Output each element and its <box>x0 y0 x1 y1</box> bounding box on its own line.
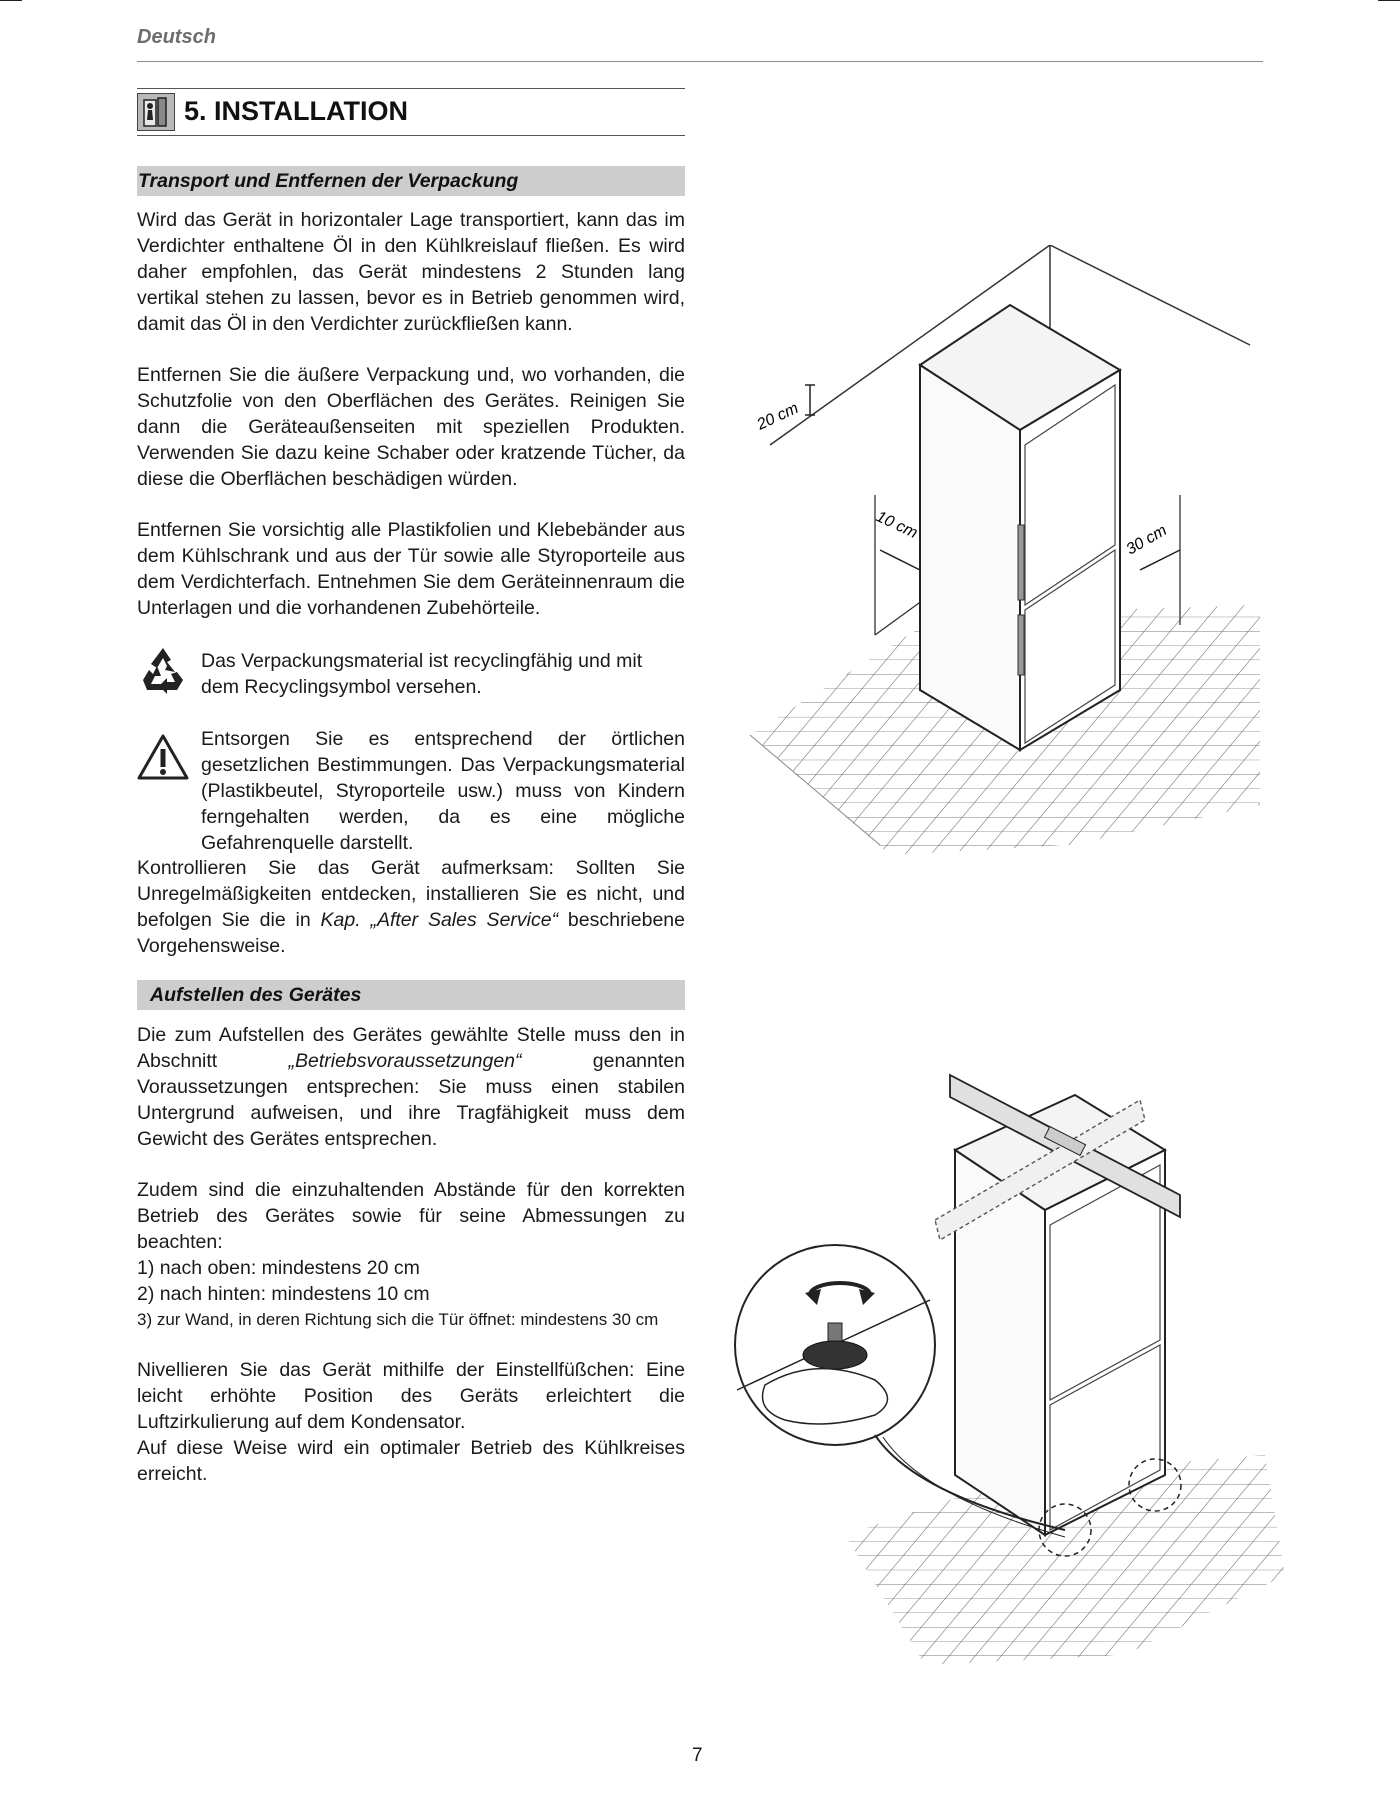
paragraph <box>137 1177 685 1333</box>
paragraph-text: Auf diese Weise wird ein optimaler Betrieb des Kühlkreises erreicht. <box>137 1437 685 1485</box>
note-text: Das Verpackungsmaterial ist recyclingfähig und mit dem Recyclingsymbol versehen. <box>201 650 643 698</box>
paragraph <box>137 517 685 621</box>
installation-icon <box>137 93 175 131</box>
crop-mark <box>0 0 22 1</box>
chapter-reference: Kap. „After Sales Service“ <box>320 909 559 931</box>
paragraph-text <box>137 1022 685 1152</box>
recycle-icon <box>137 644 189 696</box>
paragraph <box>137 362 685 492</box>
dim-top-label: 20 cm <box>754 399 802 434</box>
language-label: Deutsch <box>137 26 216 48</box>
paragraph-text: Wird das Gerät in horizontaler Lage transportiert, kann das im Verdichter enthaltene Öl in den Kühlkreislauf fließen. Es wird daher empfohlen, das Gerät mindestens 2 Stunden lang vertikal stehen zu lassen, bevor es in Betrieb genommen wird, damit das Öl in den Verdichter zurückfließen kann. <box>137 209 685 335</box>
recycle-note <box>201 648 685 700</box>
list-item: 1) nach oben: mindestens 20 cm <box>137 1257 420 1279</box>
warning-icon <box>137 732 189 784</box>
paragraph <box>137 1022 685 1152</box>
text-span: Die zum Aufstellen des Gerätes gewählte Stelle muss den in Abschnitt <box>137 1024 685 1072</box>
paragraph <box>137 855 685 959</box>
page-number: 7 <box>692 1745 703 1766</box>
paragraph-text: Entfernen Sie die äußere Verpackung und, wo vorhanden, die Schutzfolie von den Oberflächen des Gerätes. Reinigen Sie dann die Geräteaußenseiten mit speziellen Produkten. Verwenden Sie dazu keine Schaber oder kratzende Tücher, da diese die Oberflächen beschädigen würden. <box>137 364 685 490</box>
section-reference: „Betriebsvoraussetzungen“ <box>288 1050 522 1072</box>
chapter-title: 5. INSTALLATION <box>184 96 408 126</box>
dim-back-label: 10 cm <box>873 508 920 543</box>
paragraph-text <box>137 855 685 959</box>
note-text: Entsorgen Sie es entsprechend der örtlichen gesetzlichen Bestimmungen. Das Verpackungsmaterial (Plastikbeutel, Styroporteile usw.) muss von Kindern ferngehalten werden, da es eine mögliche Gefahrenquelle darstellt. <box>201 728 685 854</box>
paragraph-text: Nivellieren Sie das Gerät mithilfe der Einstellfüßchen: Eine leicht erhöhte Position des Geräts erleichtert die Luftzirkulierung auf dem Kondensator. <box>137 1359 685 1433</box>
list-item: 3) zur Wand, in deren Richtung sich die Tür öffnet: mindestens 30 cm <box>137 1310 659 1329</box>
paragraph-text: Entfernen Sie vorsichtig alle Plastikfolien und Klebebänder aus dem Kühlschrank und aus der Tür sowie alle Styroporteile aus dem Verdichterfach. Entnehmen Sie dem Geräteinnenraum die Unterlagen und die vorhandenen Zubehörteile. <box>137 519 685 619</box>
dim-side-label: 30 cm <box>1123 521 1170 559</box>
section-heading-text: Transport und Entfernen der Verpackung <box>137 166 685 196</box>
text-span: Kontrollieren Sie das Gerät aufmerksam: Sollten Sie Unregelmäßigkeiten entdecken, installieren Sie es nicht, und befolgen Sie die in <box>137 857 685 931</box>
chapter-heading <box>137 88 685 136</box>
crop-mark <box>1378 0 1400 1</box>
paragraph <box>137 1357 685 1487</box>
section-heading <box>137 980 685 1010</box>
section-heading-text: Aufstellen des Gerätes <box>137 980 685 1010</box>
warning-note <box>201 726 685 856</box>
text-span: genannten Voraussetzungen entsprechen: Sie muss einen stabilen Untergrund aufweisen, und ihre Tragfähigkeit muss dem Gewicht des Gerätes entsprechen. <box>137 1050 685 1150</box>
paragraph-text: Zudem sind die einzuhaltenden Abstände für den korrekten Betrieb des Gerätes sowie für seine Abmessungen zu beachten: <box>137 1179 685 1253</box>
text-span: beschriebene Vorgehensweise. <box>137 909 685 957</box>
levelling-figure <box>725 1055 1285 1670</box>
paragraph <box>137 207 685 337</box>
section-heading <box>137 166 685 196</box>
header-rule <box>137 61 1263 62</box>
clearance-figure <box>740 245 1260 860</box>
list-item: 2) nach hinten: mindestens 10 cm <box>137 1283 430 1305</box>
